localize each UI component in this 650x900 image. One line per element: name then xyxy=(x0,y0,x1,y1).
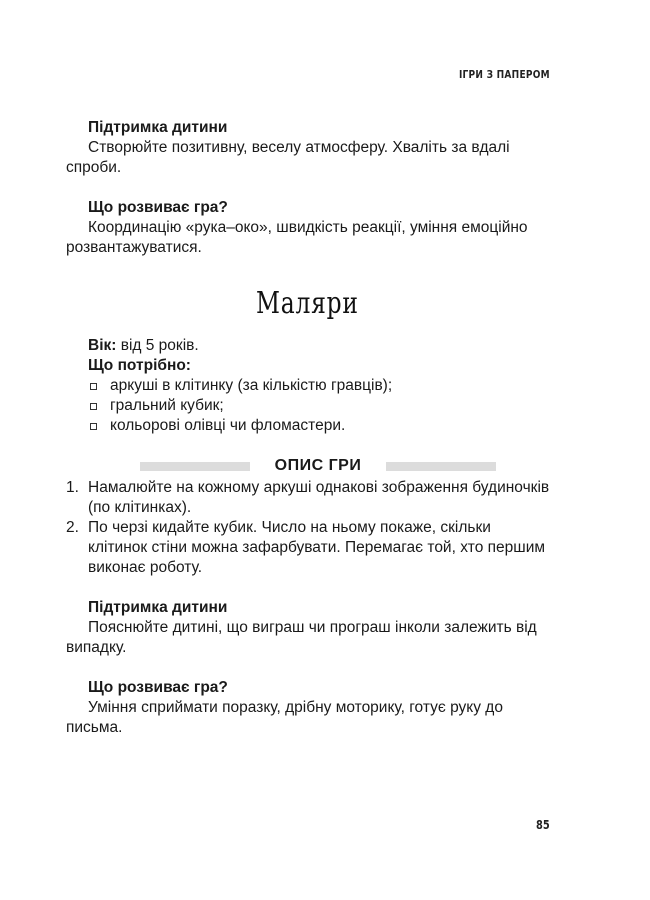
bullet-square-icon xyxy=(90,403,97,410)
step-number: 1. xyxy=(66,479,79,496)
divider-bar xyxy=(386,462,496,471)
game-support-block xyxy=(66,598,554,658)
game-meta xyxy=(88,336,392,436)
step-item xyxy=(66,518,554,578)
bullet-square-icon xyxy=(90,423,97,430)
develops-text: Уміння сприймати поразку, дрібну моторику, готує руку до письма. xyxy=(66,699,503,736)
support-heading: Підтримка дитини xyxy=(88,599,228,616)
bullet-square-icon xyxy=(90,383,97,390)
top-develops-block xyxy=(66,198,554,258)
develops-heading: Що розвиває гра? xyxy=(88,679,228,696)
develops-text: Координацію «рука–око», швидкість реакції, уміння емоційно розвантажуватися. xyxy=(66,219,528,256)
needed-label: Що потрібно: xyxy=(88,357,191,374)
support-text: Створюйте позитивну, веселу атмосферу. Хваліть за вдалі спроби. xyxy=(66,139,510,176)
list-item: гральний кубик; xyxy=(88,396,392,416)
list-item: аркуші в клітинку (за кількістю гравців); xyxy=(88,376,392,396)
step-text: Намалюйте на кожному аркуші однакові зображення будиночків (по клітинках). xyxy=(88,479,550,516)
step-number: 2. xyxy=(66,519,79,536)
support-text: Пояснюйте дитині, що виграш чи програш інколи залежить від випадку. xyxy=(66,619,537,656)
description-section-header xyxy=(140,456,496,476)
game-title: Маляри xyxy=(255,286,359,321)
age-label: Вік: xyxy=(88,337,117,354)
step-item xyxy=(66,478,554,518)
running-header: ІГРИ З ПАПЕРОМ xyxy=(459,68,550,81)
age-line xyxy=(88,336,392,356)
step-text: По черзі кидайте кубик. Число на ньому покаже, скільки клітинок стіни можна зафарбувати. Перемагає той, хто першим виконає роботу. xyxy=(88,519,546,576)
develops-heading: Що розвиває гра? xyxy=(88,199,228,216)
age-value: від 5 років. xyxy=(116,337,199,354)
materials-list xyxy=(88,376,392,436)
top-support-block xyxy=(66,118,554,178)
steps-list xyxy=(66,478,554,578)
game-develops-block xyxy=(66,678,554,738)
support-heading: Підтримка дитини xyxy=(88,119,228,136)
description-heading: ОПИС ГРИ xyxy=(274,457,362,474)
page-number: 85 xyxy=(536,818,550,832)
list-item: кольорові олівці чи фломастери. xyxy=(88,416,392,436)
